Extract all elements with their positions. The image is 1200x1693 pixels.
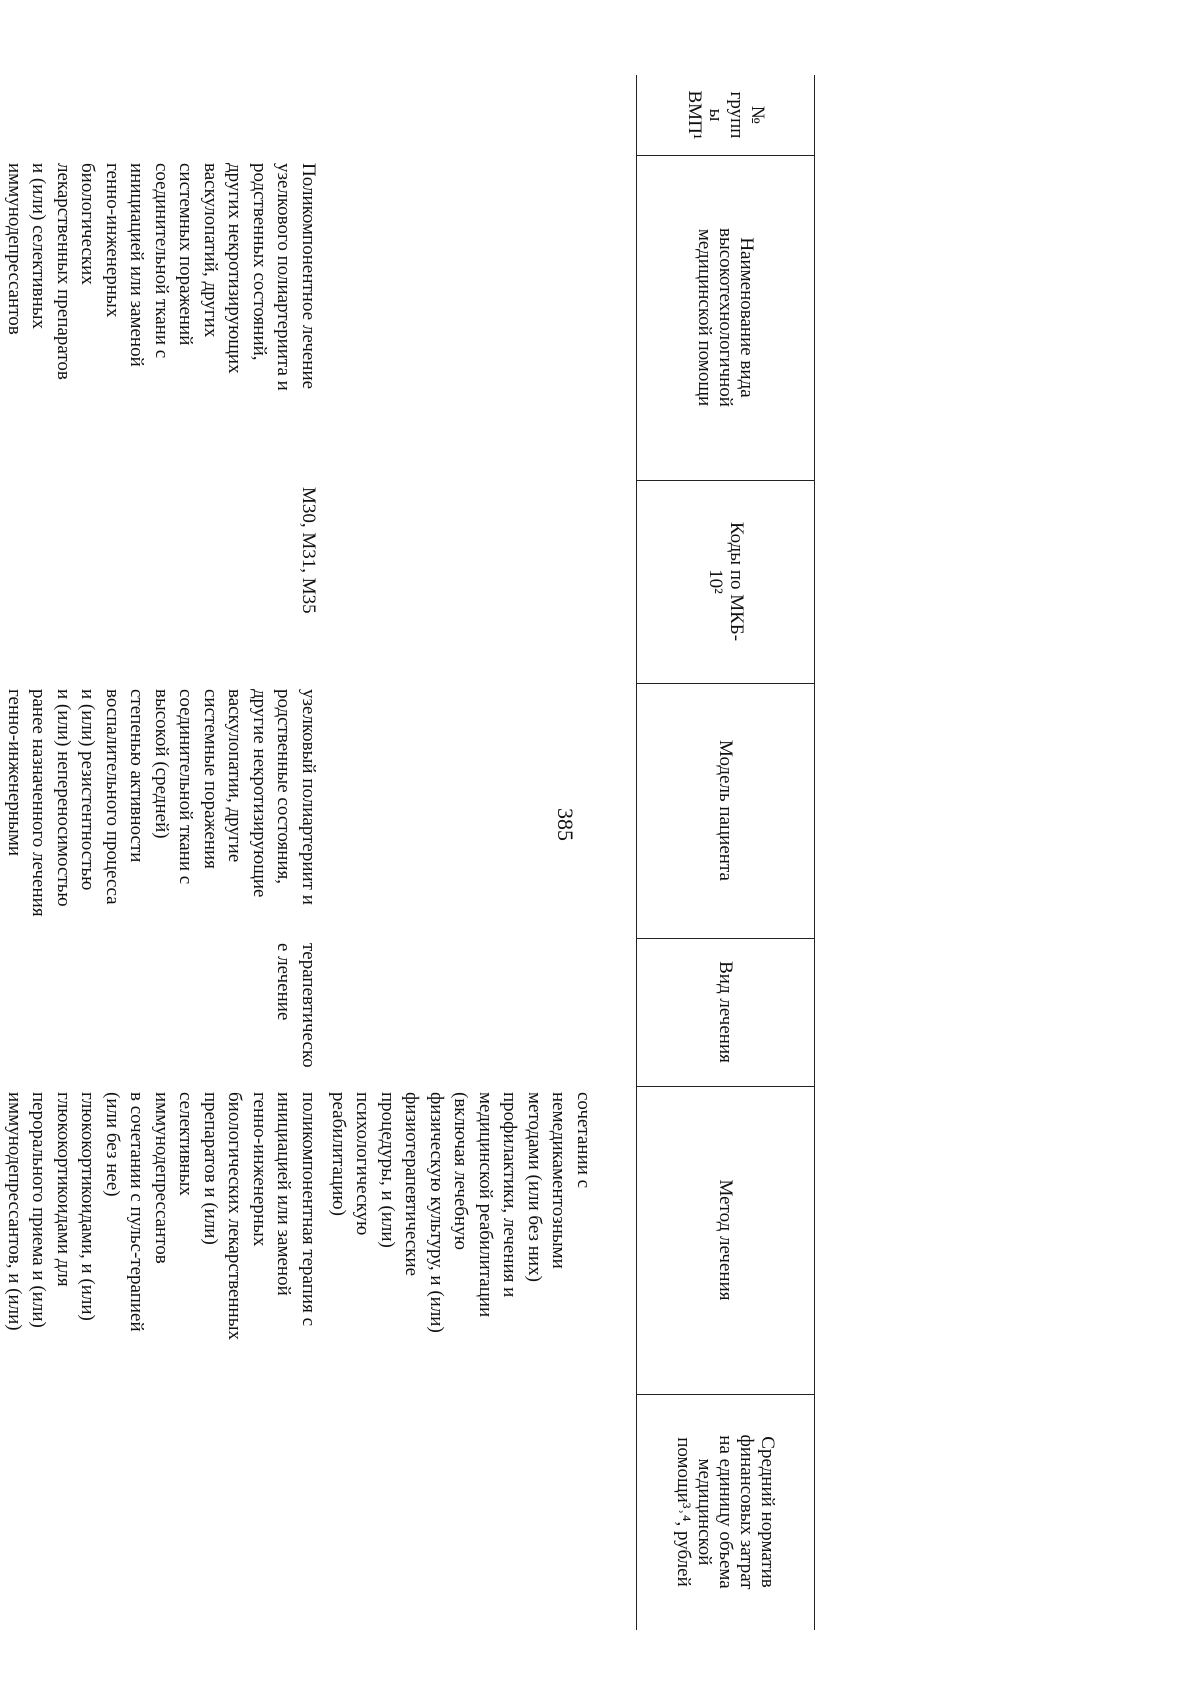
continuation-treatment-method: сочетании с немедикаментозными методами (или без них) профилактики, лечения и медицинской реабилитации (включая лечебную физическую культуру, и (или) физиотерапевтические процедуры, и (или) психологическую реабилитацию): [328, 1092, 594, 1333]
row-patient-model: узелковый полиартериит и родственные состояния, другие некротизирующие васкулопатии, другие системные поражения соединительной ткани с высокой (средней) степенью активности воспалительного процесса и (или) резистентностью и (или) непереносимостью ранее назначенного лечения генно-инженерными: [4, 689, 319, 917]
header-treatment-type: Вид лечения: [715, 961, 737, 1063]
table-header: [637, 75, 815, 1630]
header-cost: Средний норматив финансовых затрат на единицу объема медицинской помощи³˒⁴, рублей: [673, 1434, 779, 1590]
header-group-no: № групп ы ВМП¹: [684, 90, 768, 140]
row-icd-codes: M30, M31, M35: [298, 487, 319, 614]
header-patient-model: Модель пациента: [715, 740, 737, 881]
row-name: Поликомпонентное лечение узелкового полиартериита и родственных состояний, других некротизирующих васкулопатий, других системных поражений соединительной ткани с инициацией или заменой генно-инженерных биологических лекарственных препаратов и (или) селективных иммунодепрессантов: [4, 163, 319, 391]
row-treatment-method: поликомпонентная терапия с инициацией или заменой генно-инженерных биологических лекарственных препаратов и (или) селективных иммунодепрессантов в сочетании с пульс-терапией (или без нее) глюкокортикоидами, и (или) глюкокортикоидами для перорального приема и (или) иммунодепрессантов, и (или): [4, 1092, 319, 1340]
row-treatment-type: терапевтическо е лечение: [273, 943, 319, 1068]
rotated-table: [4, 75, 815, 1630]
header-treatment-method: Метод лечения: [715, 1179, 737, 1301]
page-number: 385: [553, 808, 578, 841]
header-icd-codes: Коды по МКБ- 10²: [705, 521, 747, 642]
header-name: Наименование вида высокотехнологичной медицинской помощи: [694, 228, 758, 407]
